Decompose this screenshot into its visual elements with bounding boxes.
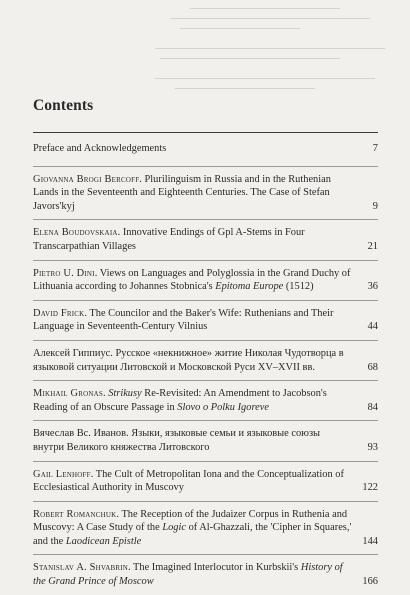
entry-author: Giovanna Brogi Bercoff [33, 173, 140, 185]
entry-title-italic-first: Strikusy [108, 388, 142, 400]
toc-entry[interactable]: Вячеслав Вс. Иванов. Языки, языковые семьи и языковые союзы внутри Великого княжества Литовского 93 [33, 428, 378, 453]
entry-separator [33, 554, 378, 555]
heading-rule [33, 132, 378, 133]
entry-title-post: of Al-Ghazzali, the 'Cipher in Squares,' and the [33, 522, 352, 547]
page-number: 44 [367, 321, 378, 333]
page-number: 21 [367, 240, 378, 252]
entry-title-italic: Logic [162, 522, 186, 534]
page-number: 93 [367, 441, 378, 453]
entry-title: The Cult of Metropolitan Iona and the Conceptualization of Ecclesiastical Authority in Muscovy [33, 468, 344, 494]
toc-entry[interactable]: Giovanna Brogi Bercoff. Plurilinguism in Russia and in the Ruthenian Lands in the Seventeenth and Eighteenth Centuries. The Case of Stefan Javors'kyj 9 [33, 173, 378, 212]
entry-separator [33, 219, 378, 220]
entry-author: Robert Romanchuk [33, 508, 117, 520]
page-number: 122 [362, 482, 378, 494]
entry-separator [33, 461, 378, 462]
toc-entry[interactable]: David Frick. The Councilor and the Baker's Wife: Ruthenians and Their Language in Seventeenth-Century Vilnius 44 [33, 307, 378, 333]
entry-title: Views on Languages and Polyglossia in the Grand Duchy of Lithuania according to Johannes Stobnica's [33, 267, 351, 293]
entry-title: Re-Revisited: An Amendment to Jacobson's Reading of an Obscure Passage in [33, 388, 327, 413]
entry-separator [33, 260, 378, 261]
entry-author: Elena Boudovskaia [33, 227, 118, 239]
entry-title: Русское «некнижное» житие Николая Чудотворца в языковой ситуации Литовской и Московской Руси XV–XVII вв. [33, 347, 344, 373]
toc-entry[interactable]: Gail Lenhoff. The Cult of Metropolitan Iona and the Conceptualization of Ecclesiastical Authority in Muscovy 122 [33, 468, 378, 494]
page-number: 144 [362, 535, 378, 547]
entry-author: Gail Lenhoff [33, 468, 91, 480]
toc-entry[interactable] [33, 142, 378, 156]
entry-separator [33, 300, 378, 301]
entry-author: Вячеслав Вс. Иванов [33, 428, 127, 440]
toc-entry[interactable]: Алексей Гиппиус. Русское «некнижное» житие Николая Чудотворца в языковой ситуации Литовской и Московской Руси XV–XVII вв. 68 [33, 347, 378, 373]
entry-title-italic: History of the Grand Prince of Moscow [33, 562, 343, 588]
page-number: 9 [372, 200, 378, 212]
page-number: 7 [372, 143, 378, 154]
entry-title-post: (1512) [283, 281, 314, 293]
toc-entry[interactable]: Mikhail Gronas. Strikusy Re-Revisited: An Amendment to Jacobson's Reading of an Obscure Passage in Slovo o Polku Igoreve 84 [33, 388, 378, 413]
entry-title: The Councilor and the Baker's Wife: Ruthenians and Their Language in Seventeenth-Century Vilnius [33, 307, 334, 333]
entry-title-italic-2: Laodicean Epistle [65, 535, 142, 547]
toc-entry[interactable]: Elena Boudovskaia. Innovative Endings of Gpl A-Stems in Four Transcarpathian Villages 21 [33, 227, 378, 252]
entry-author: Mikhail Gronas [33, 388, 103, 400]
toc-list [33, 142, 378, 589]
entry-title: The Imagined Interlocutor in Kurbskii's [133, 562, 301, 574]
toc-entry[interactable]: Robert Romanchuk. The Reception of the Judaizer Corpus in Ruthenia and Muscovy: A Case Study of the Logic of Al-Ghazzali, the 'Cipher in Squares,' and the Laodicean Epistle 144 [33, 508, 378, 547]
entry-author: Алексей Гиппиус [33, 347, 111, 359]
entry-title: Innovative Endings of Gpl A-Stems in Four Transcarpathian Villages [33, 227, 305, 252]
entry-separator [33, 501, 378, 502]
page-number: 68 [367, 361, 378, 373]
contents-heading: Contents [33, 97, 94, 114]
entry-separator [33, 380, 378, 381]
entry-author: Stanislav A. Shvabrin [33, 562, 129, 574]
entry-title: Plurilinguism in Russia and in the Ruthenian Lands in the Seventeenth and Eighteenth Centuries. The Case of Stefan Javors'kyj [33, 173, 331, 212]
entry-author: Pietro U. Dini [33, 267, 95, 279]
toc-entry[interactable]: Pietro U. Dini. Views on Languages and Polyglossia in the Grand Duchy of Lithuania according to Johannes Stobnica's Epitoma Europe (1512) 36 [33, 267, 378, 293]
toc-entry[interactable]: Stanislav A. Shvabrin. The Imagined Interlocutor in Kurbskii's History of the Grand Prince of Moscow 166 [33, 562, 378, 588]
entry-author: David Frick [33, 307, 85, 319]
entry-title: Языки, языковые семьи и языковые союзы внутри Великого княжества Литовского [33, 428, 321, 453]
contents-page [33, 97, 378, 595]
entry-separator [33, 420, 378, 421]
page-number: 84 [367, 401, 378, 413]
entry-title: Preface and Acknowledgements [33, 143, 167, 154]
page-number: 36 [367, 281, 378, 293]
show-through-text [150, 0, 410, 95]
entry-title: The Reception of the Judaizer Corpus in Ruthenia and Muscovy: A Case Study of the [33, 508, 348, 534]
entry-separator [33, 340, 378, 341]
page-number: 166 [362, 576, 378, 588]
entry-title-italic: Epitoma Europe [215, 281, 284, 293]
entry-separator [33, 166, 378, 167]
entry-title-italic: Slovo o Polku Igoreve [177, 401, 269, 413]
